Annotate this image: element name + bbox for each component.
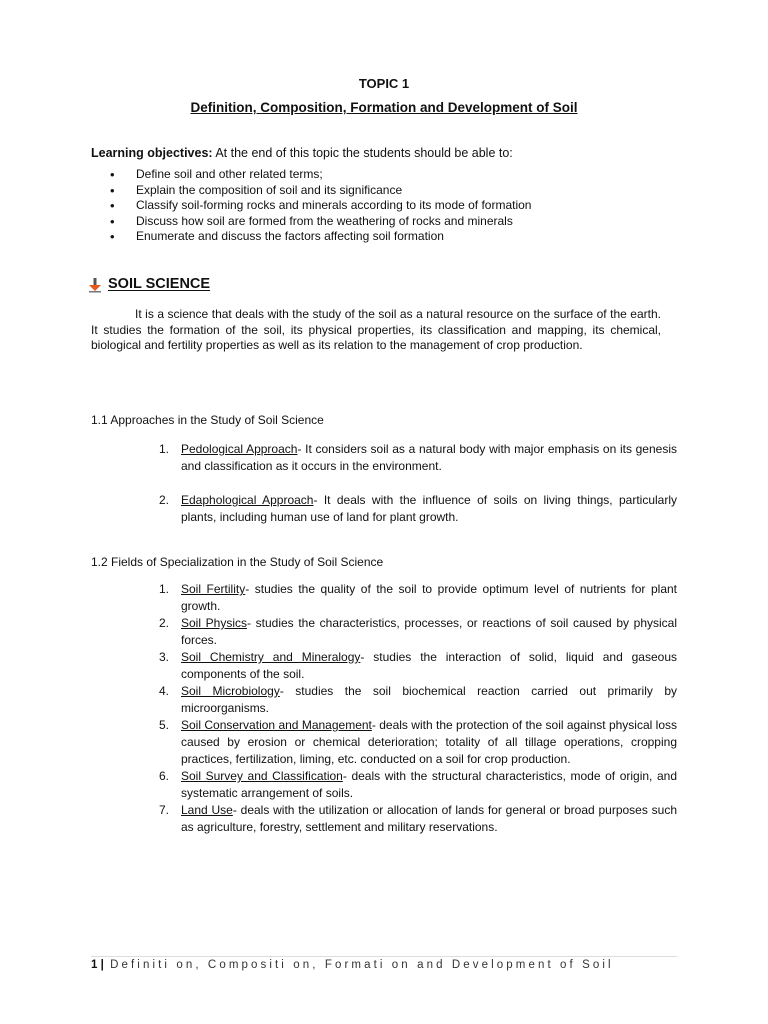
fields-list [155,581,677,836]
soil-science-paragraph [91,307,661,354]
document-title: Definition, Composition, Formation and Development of Soil [190,100,578,115]
list-item: • Explain the composition of soil and its significance [91,183,531,199]
footer-title: Definiti on, Compositi on, Formati on and Development of Soil [103,959,614,971]
term-pedological: Pedological Approach [181,442,298,456]
list-item: 5. Soil Conservation and Management- deals with the protection of the soil against physical loss caused by erosion or chemical deterioration; totality of all tillage operations, cropping practices, fertilization, liming, etc. conducted on a soil for crop production. [159,718,678,766]
list-item: 2. Edaphological Approach- It deals with the influence of soils on living things, particularly plants, including human use of land for plant growth. [159,493,677,524]
term-edaphological: Edaphological Approach [181,493,314,507]
objectives-text: At the end of this topic the students should be able to: [212,146,513,160]
topic-label: TOPIC 1 [358,76,410,91]
list-item: • Define soil and other related terms; [91,167,531,183]
section-heading [88,276,210,292]
list-item: • Discuss how soil are formed from the weathering of rocks and minerals [91,214,531,230]
objectives-list [91,167,531,245]
page-footer [91,959,614,971]
list-item: 3. Soil Chemistry and Mineralogy- studies the interaction of solid, liquid and gaseous components of the soil. [159,650,678,681]
footer-divider [91,956,677,957]
list-item: 1. Soil Fertility- studies the quality of the soil to provide optimum level of nutrients for plant growth. [159,582,677,613]
list-item: • Classify soil-forming rocks and minerals according to its mode of formation [91,198,531,214]
list-item: 2. Soil Physics- studies the characteristics, processes, or reactions of soil caused by physical forces. [159,616,677,647]
objectives-lead: Learning objectives: [91,146,213,160]
list-item: 7. Land Use- deals with the utilization or allocation of lands for general or broad purposes such as agriculture, forestry, settlement and military reservations. [159,803,677,834]
fields-heading: 1.2 Fields of Specialization in the Study of Soil Science [91,555,384,569]
list-item: 1. Pedological Approach- It considers soil as a natural body with major emphasis on its genesis and classification as it occurs in the environment. [159,442,677,473]
arrow-down-icon [88,277,102,293]
list-item: 4. Soil Microbiology- studies the soil biochemical reaction carried out primarily by microorganisms. [159,684,678,715]
approaches-heading: 1.1 Approaches in the Study of Soil Science [91,413,324,427]
paragraph-text: It is a science that deals with the study of the soil as a natural resource on the surface of the earth. It studies the formation of the soil, its physical properties, its classification and mapping, its chemical, biological and fertility properties as well as its relation to the management of crop production. [91,307,661,352]
section-heading-label: SOIL SCIENCE [108,276,211,292]
page-number: 1 | [91,959,104,971]
list-item: 6. Soil Survey and Classification- deals with the structural characteristics, mode of origin, and systematic arrangement of soils. [159,769,678,800]
approaches-list [155,441,677,543]
learning-objectives-intro [91,146,513,160]
list-item: • Enumerate and discuss the factors affecting soil formation [91,229,531,245]
